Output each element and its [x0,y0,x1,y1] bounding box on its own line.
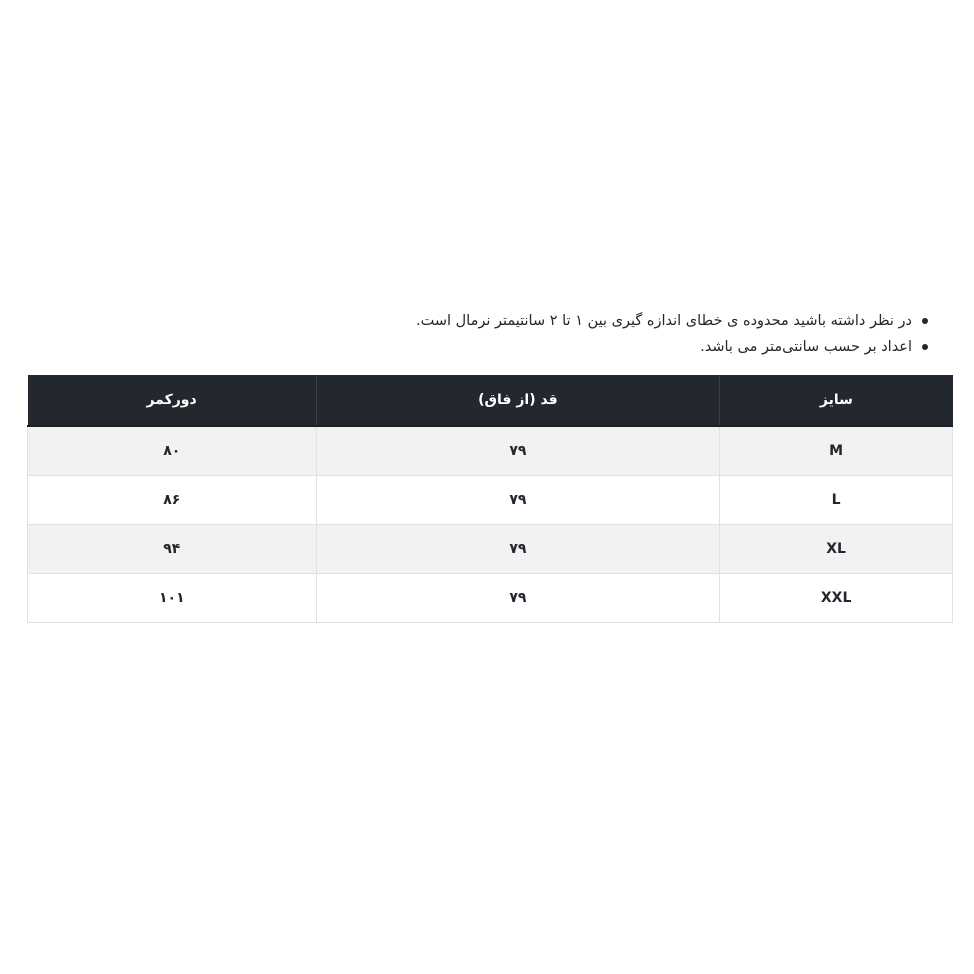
column-header-size: سایز [720,375,953,426]
cell-size: L [720,476,953,525]
cell-length: ۷۹ [316,476,720,525]
note-item [48,308,928,334]
cell-waist: ۹۴ [28,525,317,574]
cell-length: ۷۹ [316,426,720,476]
table-header [28,375,953,426]
table-row [28,574,953,623]
table-body [28,426,953,623]
cell-waist: ۸۶ [28,476,317,525]
cell-waist: ۱۰۱ [28,574,317,623]
column-header-length: قد (از فاق) [316,375,720,426]
note-text: اعداد بر حسب سانتی‌متر می باشد. [700,339,912,355]
size-chart-table [27,375,953,623]
cell-size: XXL [720,574,953,623]
bullet-icon [922,318,928,324]
table-row [28,525,953,574]
measurement-notes [48,308,928,360]
table-row [28,476,953,525]
cell-length: ۷۹ [316,574,720,623]
note-item [48,334,928,360]
cell-length: ۷۹ [316,525,720,574]
table-row [28,426,953,476]
note-text: در نظر داشته باشید محدوده ی خطای اندازه گیری بین ۱ تا ۲ سانتیمتر نرمال است. [415,313,912,329]
table-header-row [28,375,953,426]
cell-size: M [720,426,953,476]
cell-waist: ۸۰ [28,426,317,476]
cell-size: XL [720,525,953,574]
bullet-icon [922,344,928,350]
column-header-waist: دورکمر [28,375,317,426]
